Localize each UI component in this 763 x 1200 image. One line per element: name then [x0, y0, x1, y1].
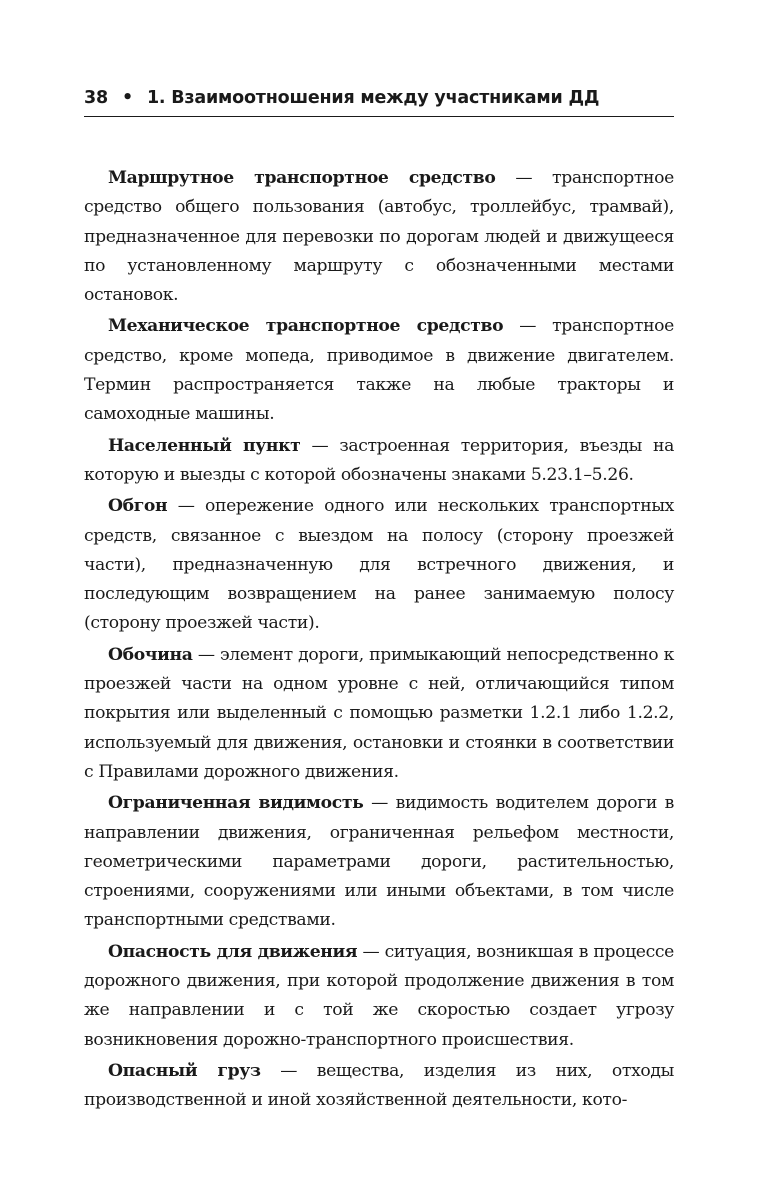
term: Обгон — [108, 496, 168, 517]
definition-entry — [84, 938, 674, 1055]
definition: — транспортное средство, кроме мопеда, приводимое в движение двигателем. Термин распространяется также на любые тракторы и самоходные машины. — [84, 316, 674, 425]
bullet-separator: • — [121, 88, 133, 108]
running-head — [84, 86, 674, 117]
definition-entry — [84, 641, 674, 787]
term: Механическое транспортное средство — [108, 316, 504, 337]
definition: — застроенная территория, въезды на которую и выезды с которой обозначены знаками 5.23.1–5.26. — [84, 435, 674, 485]
definition: — ситуация, возникшая в процессе дорожного движения, при которой продолжение движения в том же направлении и с той же скоростью создает угрозу возникновения дорожно-транспортного происшествия. — [84, 941, 674, 1050]
term: Населенный пункт — [108, 435, 301, 456]
body-text — [84, 164, 674, 1116]
definition: — вещества, изделия из них, отходы производственной и иной хозяйственной деятельности, кото- — [84, 1060, 674, 1111]
definition-entry — [84, 312, 674, 429]
definition: — видимость водителем дороги в направлении движения, ограниченная рельефом местности, геометрическими параметрами дороги, растительностью, строениями, сооружениями или иными объектами, в том числе транспортными средствами. — [84, 793, 674, 931]
term: Обочина — [108, 644, 193, 665]
term: Опасность для движения — [108, 941, 358, 962]
definition: — транспортное средство общего пользования (автобус, троллейбус, трамвай), предназначенное для перевозки по дорогам людей и движущееся по установленному маршруту с обозначенными местами остановок. — [84, 168, 674, 306]
definition-entry — [84, 164, 674, 310]
term: Опасный груз — [108, 1060, 261, 1081]
definition-entry — [84, 1057, 674, 1116]
definition-entry — [84, 789, 674, 935]
page-number: 38 — [84, 88, 108, 108]
definition: — опережение одного или нескольких транспортных средств, связанное с выездом на полосу (сторону проезжей части), предназначенную для встречного движения, и последующим возвращением на ранее занимаемую полосу (сторону проезжей части). — [84, 496, 674, 634]
book-page — [84, 86, 674, 1118]
term: Ограниченная видимость — [108, 793, 364, 814]
definition-entry — [84, 432, 674, 491]
definition: — элемент дороги, примыкающий непосредственно к проезжей части на одном уровне с ней, отличающийся типом покрытия или выделенный с помощью разметки 1.2.1 либо 1.2.2, используемый для движения, остановки и стоянки в соответствии с Правилами дорожного движения. — [84, 644, 674, 782]
term: Маршрутное транспортное средство — [108, 168, 496, 188]
chapter-title: 1. Взаимоотношения между участниками ДД — [146, 88, 600, 108]
definition-entry — [84, 492, 674, 638]
